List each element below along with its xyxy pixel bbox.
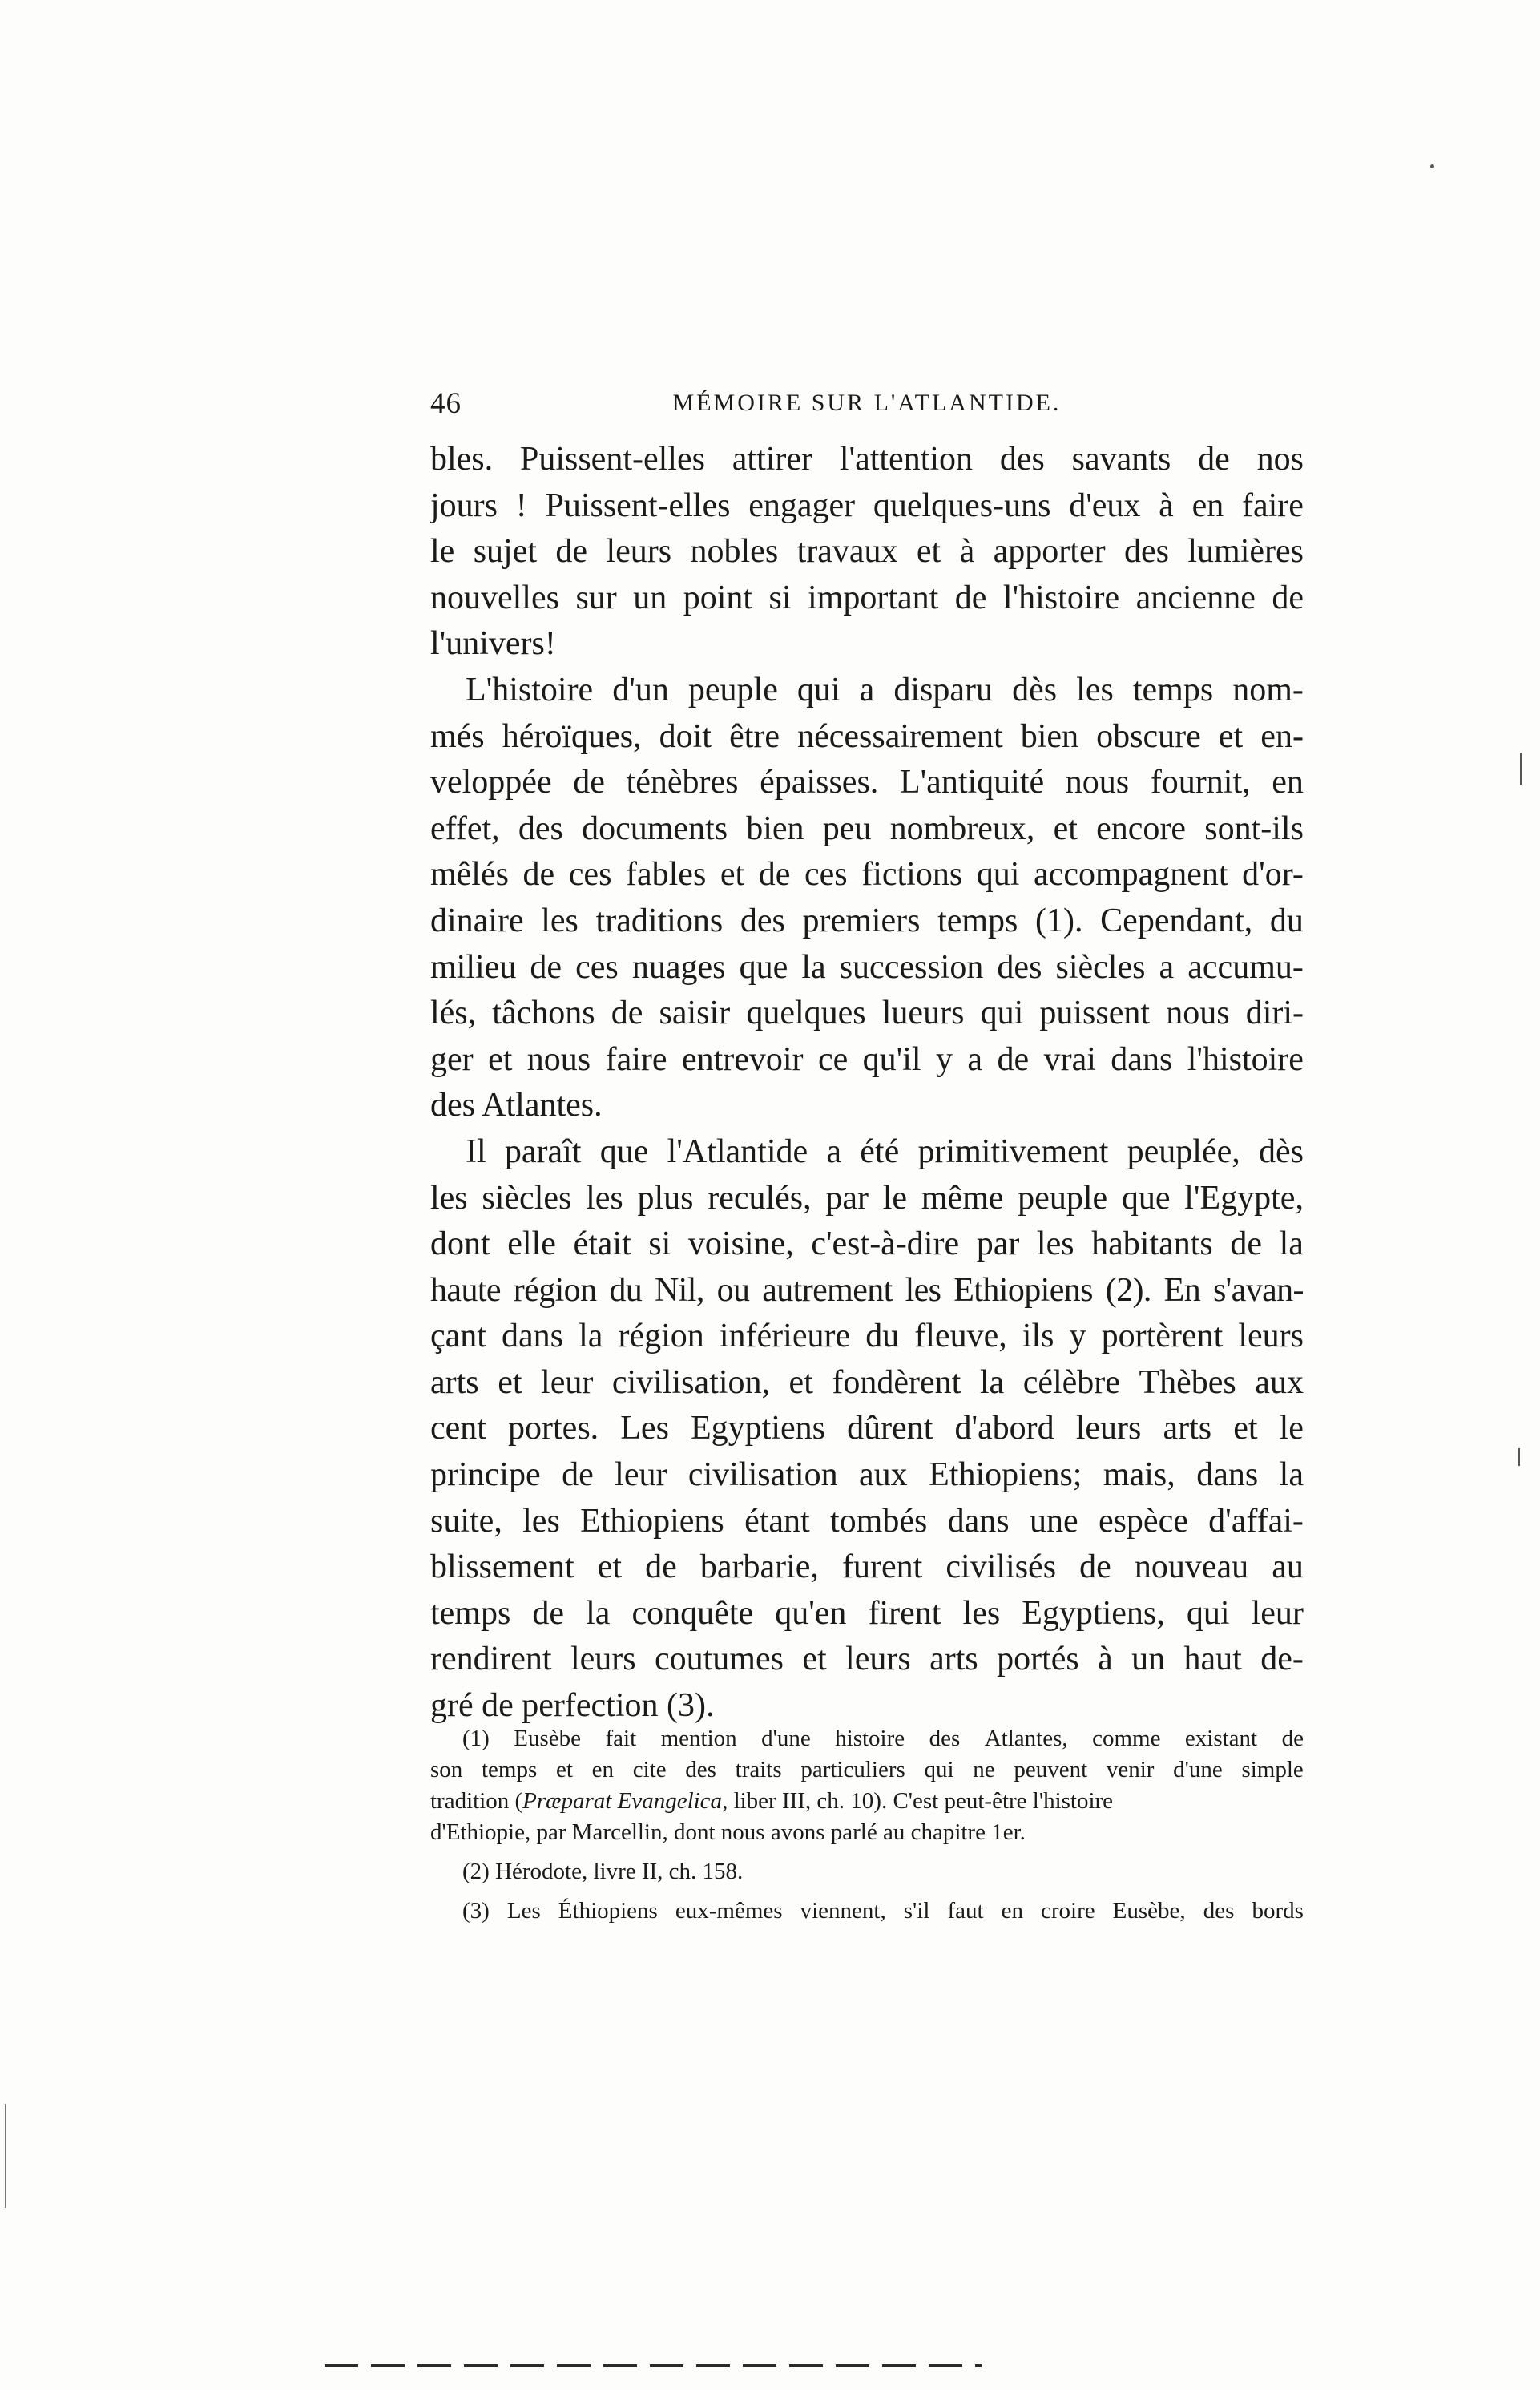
text-line: haute région du Nil, ou autrement les Ethiopiens (2). En s'avan- (430, 1271, 1304, 1309)
text-line: principe de leur civilisation aux Ethiopiens; mais, dans la (430, 1456, 1304, 1494)
text-line: veloppée de ténèbres épaisses. L'antiquité nous fournit, en (430, 764, 1304, 801)
text-line: blissement et de barbarie, furent civilisés de nouveau au (430, 1548, 1304, 1586)
text-line: milieu de ces nuages que la succession des siècles a accumu- (430, 948, 1304, 986)
scan-mark (1430, 164, 1434, 168)
text-line: ger et nous faire entrevoir ce qu'il y a de vrai dans l'histoire (430, 1040, 1304, 1078)
text-line: dont elle était si voisine, c'est-à-dire par les habitants de la (430, 1225, 1304, 1263)
text-line: Il paraît que l'Atlantide a été primitivement peuplée, dès (466, 1132, 1304, 1170)
text-line: effet, des documents bien peu nombreux, et encore sont-ils (430, 809, 1304, 847)
footnote-3: (3) Les Éthiopiens eux-mêmes viennent, s'il faut en croire Eusèbe, des bords (462, 1898, 1304, 1924)
footnote-2: (2) Hérodote, livre II, ch. 158. (462, 1859, 744, 1884)
running-title: MÉMOIRE SUR L'ATLANTIDE. (672, 390, 1062, 416)
text-line: çant dans la région inférieure du fleuve, ils y portèrent leurs (430, 1318, 1304, 1355)
text-line: dinaire les traditions des premiers temps (1). Cependant, du (430, 902, 1304, 939)
page-number: 46 (430, 387, 462, 420)
scan-mark (5, 2104, 6, 2208)
text-line: gré de perfection (3). (430, 1687, 715, 1725)
text-line: l'univers! (430, 625, 556, 663)
text-line: des Atlantes. (430, 1087, 603, 1124)
text-line: cent portes. Les Egyptiens dûrent d'abord leurs arts et le (430, 1410, 1304, 1447)
text-line: rendirent leurs coutumes et leurs arts portés à un haut de- (430, 1641, 1304, 1678)
text-line: nouvelles sur un point si important de l'histoire ancienne de (430, 579, 1304, 616)
footnote-1-line-3: tradition (Præparat Evangelica, liber III, ch. 10). C'est peut-être l'histoire (430, 1788, 1114, 1814)
page-header (430, 386, 1304, 426)
text-line: temps de la conquête qu'en firent les Egyptiens, qui leur (430, 1594, 1304, 1632)
footnotes (430, 1723, 1304, 1927)
text-line: més héroïques, doit être nécessairement bien obscure et en- (430, 717, 1304, 755)
footnote-1-line: (1) Eusèbe fait mention d'une histoire des Atlantes, comme existant de (462, 1726, 1304, 1751)
footnote-1-line: d'Ethiopie, par Marcellin, dont nous avons parlé au chapitre 1er. (430, 1819, 1026, 1845)
text-line: L'histoire d'un peuple qui a disparu dès les temps nom- (466, 671, 1304, 709)
text-line: arts et leur civilisation, et fondèrent la célèbre Thèbes aux (430, 1363, 1304, 1401)
footnote-1-line (430, 1786, 1304, 1817)
scan-mark (1518, 1448, 1520, 1466)
footnote-1-line: son temps et en cite des traits particuliers qui ne peuvent venir d'une simple (430, 1757, 1304, 1782)
text-line: jours ! Puissent-elles engager quelques-uns d'eux à en faire (430, 486, 1304, 524)
text-line: bles. Puissent-elles attirer l'attention des savants de nos (430, 441, 1304, 478)
bottom-dashed-rule (325, 2364, 982, 2367)
text-line: suite, les Ethiopiens étant tombés dans une espèce d'affai- (430, 1502, 1304, 1540)
scan-mark (1520, 753, 1522, 785)
text-line: le sujet de leurs nobles travaux et à apporter des lumières (430, 533, 1304, 571)
main-text (430, 437, 1304, 1730)
italic-title: Præparat Evangelica (522, 1788, 723, 1814)
text-line: les siècles les plus reculés, par le même peuple que l'Egypte, (430, 1179, 1304, 1217)
text-line: mêlés de ces fables et de ces fictions qui accompagnent d'or- (430, 856, 1304, 894)
text-line: lés, tâchons de saisir quelques lueurs qui puissent nous diri- (430, 995, 1304, 1032)
